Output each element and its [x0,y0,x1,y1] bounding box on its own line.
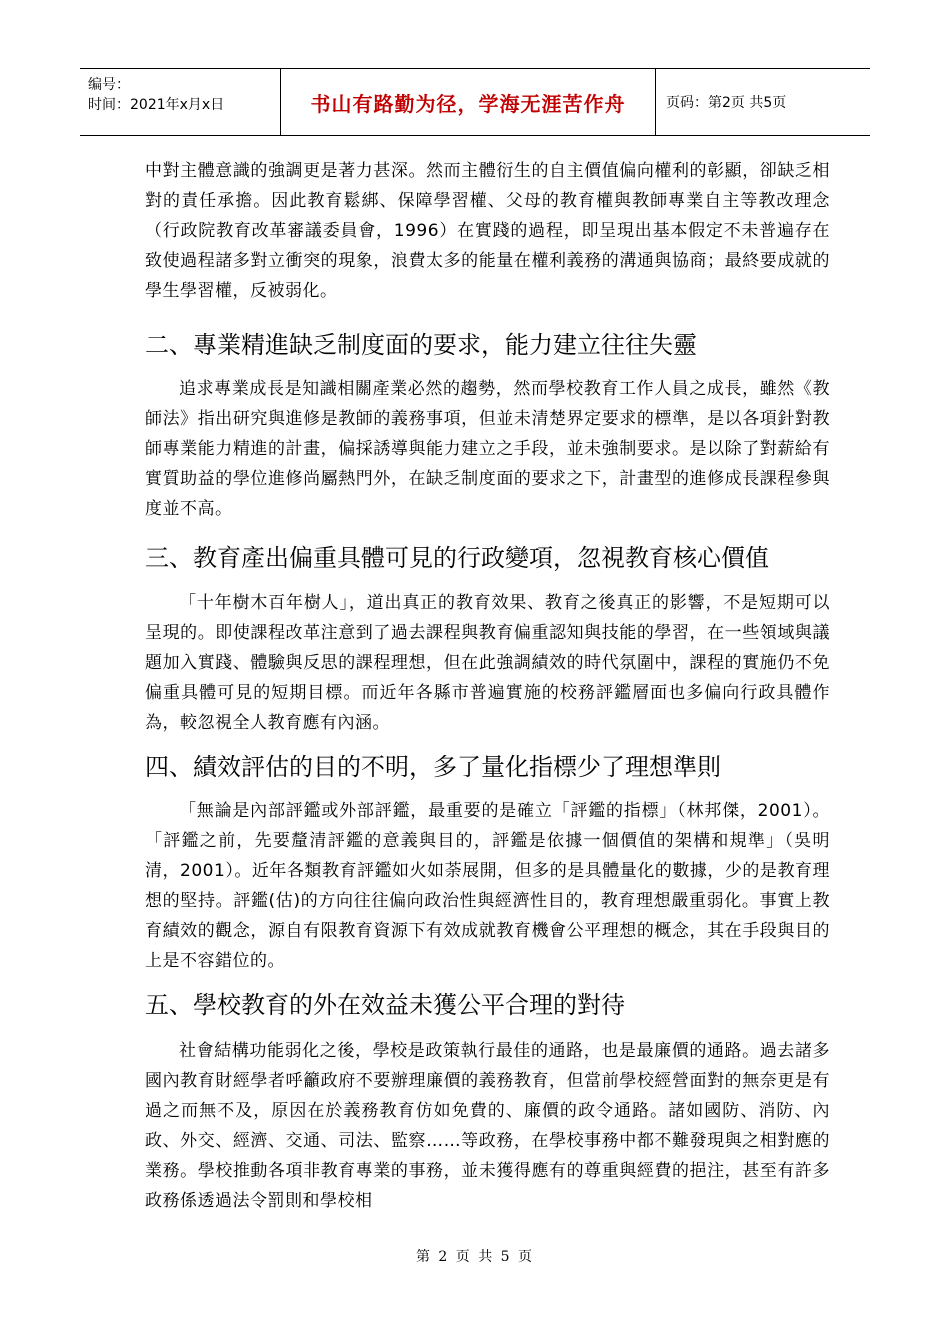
document-body [145,156,830,1216]
paragraph-5: 社會結構功能弱化之後，學校是政策執行最佳的通路，也是最廉價的通路。過去諸多國內教育財經學者呼籲政府不要辦理廉價的義務教育，但當前學校經營面對的無奈更是有過之而無不及，原因在於義務教育仿如免費的、廉價的政令通路。諸如國防、消防、內政、外交、經濟、交通、司法、監察……等政務，在學校事務中都不難發現與之相對應的業務。學校推動各項非教育專業的事務，並未獲得應有的尊重與經費的挹注，甚至有許多政務係透過法令罰則和學校相 [145,1041,830,1211]
section-heading-5: 五、學校教育的外在效益未獲公平合理的對待 [145,991,625,1019]
section-heading-2: 二、專業精進缺乏制度面的要求，能力建立往往失靈 [145,331,697,359]
page-footer: 第 2 页 共 5 页 [415,1249,535,1265]
section-heading-3: 三、教育產出偏重具體可見的行政變項，忽視教育核心價值 [145,544,769,572]
paragraph-4: 「無論是內部評鑑或外部評鑑，最重要的是確立「評鑑的指標」（林邦傑，2001）。「評鑑之前，先要釐清評鑑的意義與目的，評鑑是依據一個價值的架構和規準」（吳明清，2001）。近年各類教育評鑑如火如荼展開，但多的是具體量化的數據，少的是教育理想的堅持。評鑑(估)的方向往往偏向政治性與經濟性目的，教育理想嚴重弱化。事實上教育績效的觀念，源自有限教育資源下有效成就教育機會公平理想的概念，其在手段與目的上是不容錯位的。 [145,801,830,971]
paragraph-3: 「十年樹木百年樹人」，道出真正的教育效果、教育之後真正的影響，不是短期可以呈現的。即使課程改革注意到了過去課程與教育偏重認知與技能的學習，在一些領域與議題加入實踐、體驗與反思的課程理想，但在此強調績效的時代氛圍中，課程的實施仍不免偏重具體可見的短期目標。而近年各縣市普遍實施的校務評鑑層面也多偏向行政具體作為，較忽視全人教育應有內涵。 [145,593,830,733]
paragraph-1: 中對主體意識的強調更是著力甚深。然而主體衍生的自主價值偏向權利的彰顯，卻缺乏相對的責任承擔。因此教育鬆綁、保障學習權、父母的教育權與教師專業自主等教改理念（行政院教育改革審議委員會，1996）在實踐的過程，即呈現出基本假定不未普遍存在致使過程諸多對立衝突的現象，浪費太多的能量在權利義務的溝通與協商；最終要成就的學生學習權，反被弱化。 [145,161,830,301]
number-label: 编号： [88,77,130,93]
page-info: 页码：第2页 共5页 [666,95,787,111]
section-heading-4: 四、績效評估的目的不明，多了量化指標少了理想準則 [145,753,721,781]
time-label: 时间：2021年x月x日 [88,97,225,113]
header-table [80,68,870,136]
header-meta [80,69,280,135]
motto: 书山有路勤为径，学海无涯苦作舟 [280,69,656,135]
paragraph-2: 追求專業成長是知識相關產業必然的趨勢，然而學校教育工作人員之成長，雖然《教師法》指出研究與進修是教師的義務事項，但並未清楚界定要求的標準，是以各項針對教師專業能力精進的計畫，偏採誘導與能力建立之手段，並未強制要求。是以除了對薪給有實質助益的學位進修尚屬熱門外，在缺乏制度面的要求之下，計畫型的進修成長課程參與度並不高。 [145,379,830,519]
